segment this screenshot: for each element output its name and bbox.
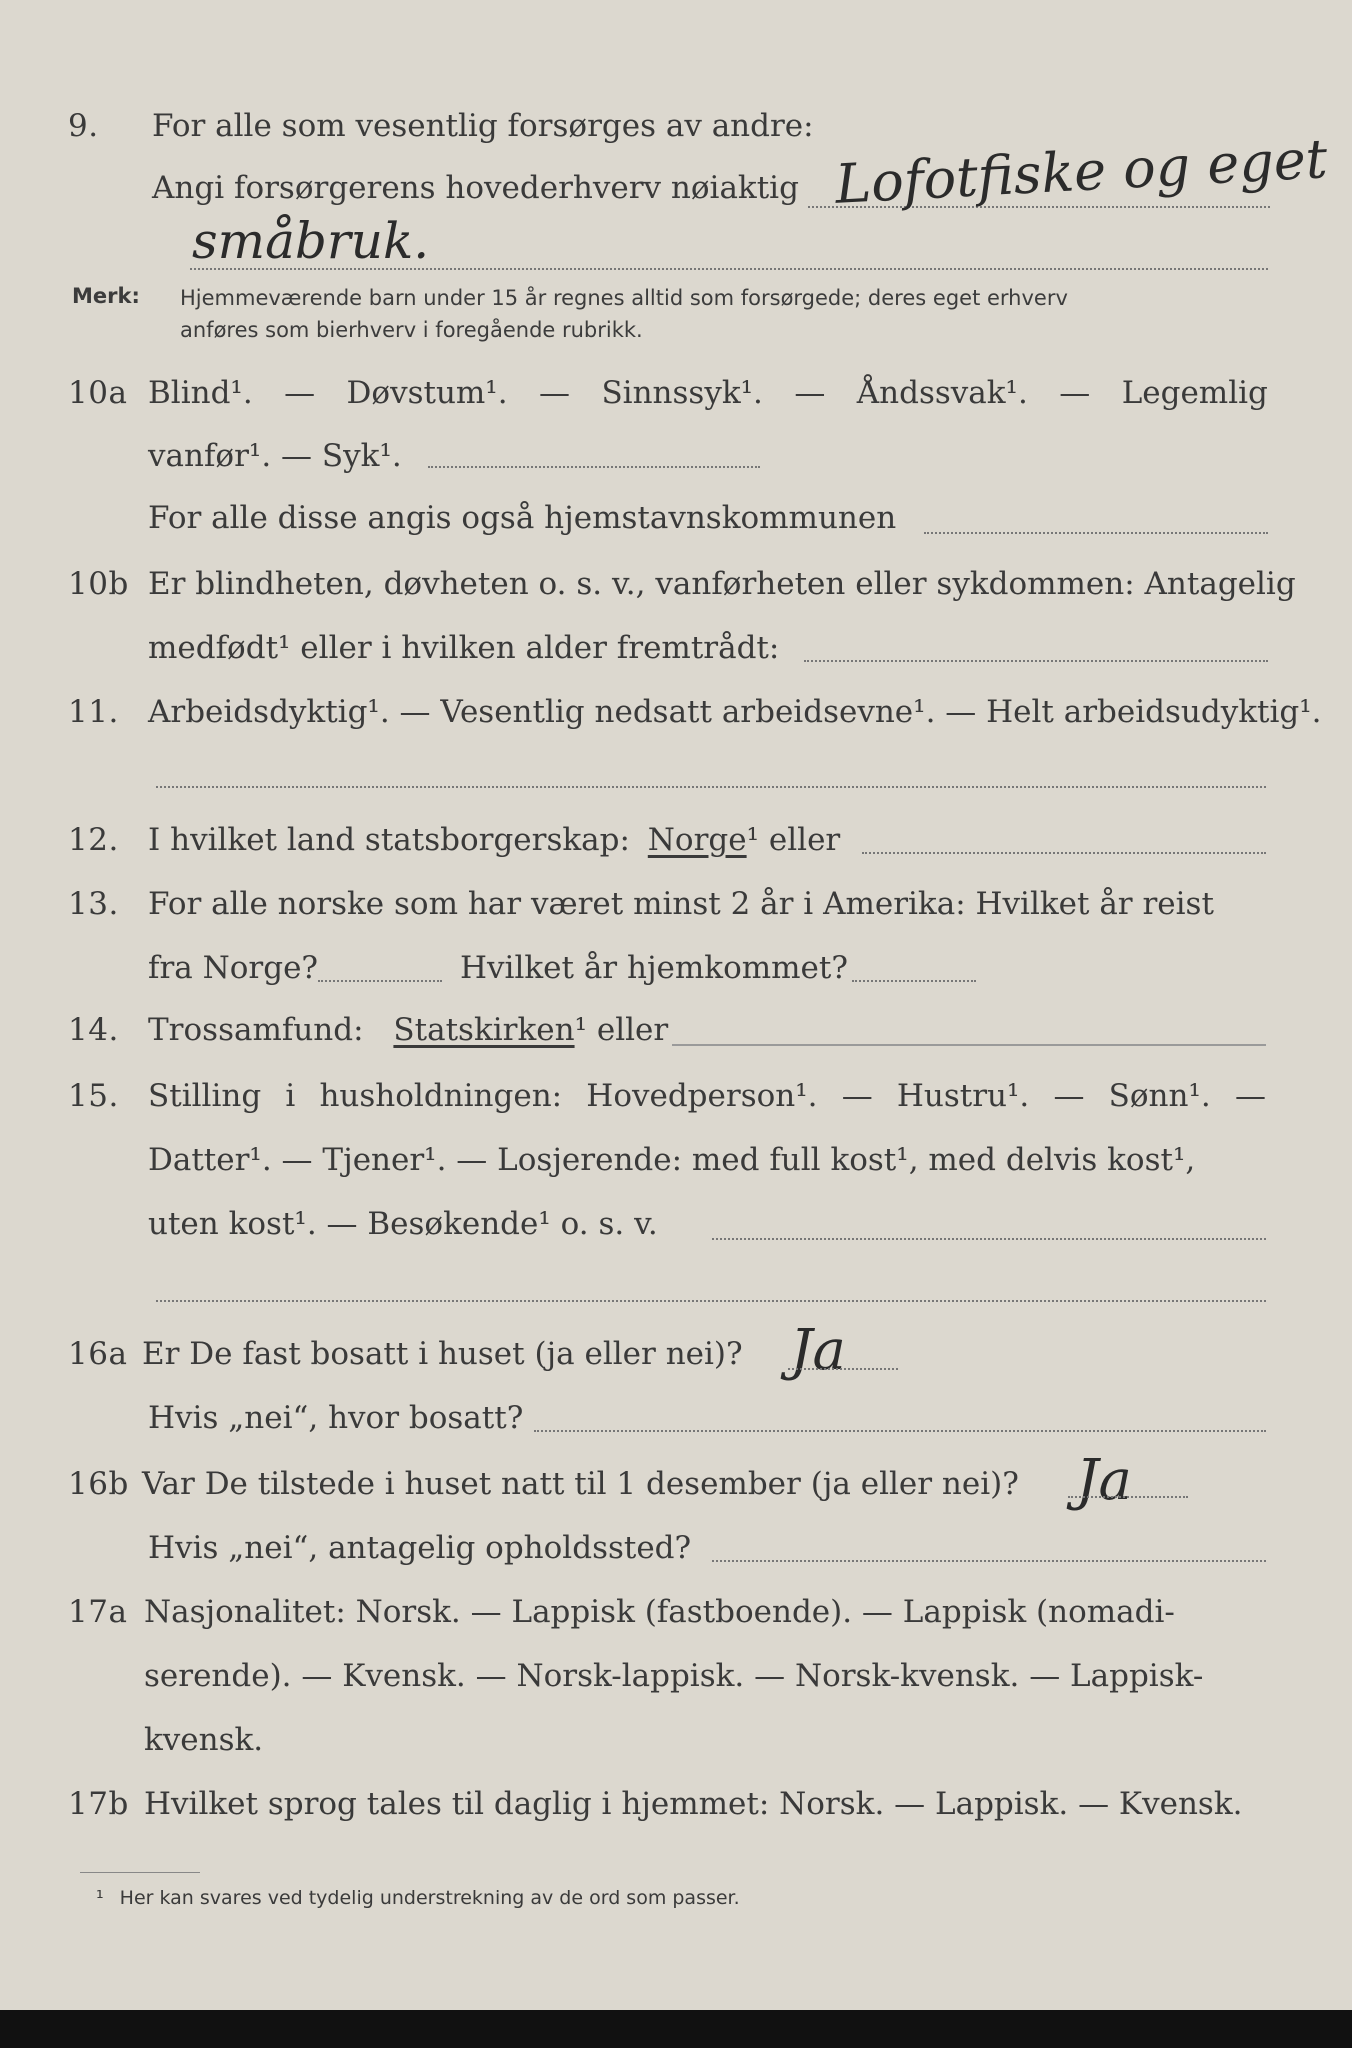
handwritten-answer: Ja bbox=[790, 1318, 846, 1383]
footnote bbox=[96, 1887, 740, 1909]
question-text: Arbeidsdyktig¹. — Vesentlig nedsatt arbeidsevne¹. — Helt arbeidsudyktig¹. bbox=[148, 694, 1322, 730]
answer-line bbox=[804, 660, 1268, 662]
question-15-line-3 bbox=[0, 1206, 1352, 1266]
question-17a-line-2 bbox=[0, 1658, 1352, 1718]
question-text: For alle norske som har været minst 2 år i Amerika: Hvilket år reist bbox=[148, 886, 1214, 922]
handwritten-answer: småbruk. bbox=[192, 212, 430, 270]
word: Hovedperson¹. bbox=[586, 1078, 818, 1114]
question-number: 13. bbox=[68, 886, 119, 922]
word: Døvstum¹. bbox=[346, 375, 508, 411]
answer-line bbox=[318, 980, 442, 982]
word: — bbox=[1053, 1078, 1085, 1114]
answer-line bbox=[156, 786, 1266, 788]
question-number: 9. bbox=[68, 108, 99, 144]
answer-line bbox=[672, 1044, 1266, 1046]
question-text: Hvis „nei“, hvor bosatt? bbox=[148, 1400, 524, 1436]
underlined-answer: Statskirken bbox=[393, 1012, 575, 1048]
question-number: 15. bbox=[68, 1078, 119, 1114]
question-number: 12. bbox=[68, 822, 119, 858]
question-text: Datter¹. — Tjener¹. — Losjerende: med full kost¹, med delvis kost¹, bbox=[148, 1142, 1196, 1178]
question-16a bbox=[0, 1336, 1352, 1396]
question-17a bbox=[0, 1594, 1352, 1654]
question-prefix: I hvilket land statsborgerskap: bbox=[148, 822, 630, 858]
question-15-line-2 bbox=[0, 1142, 1352, 1202]
question-number: 16a bbox=[68, 1336, 128, 1372]
question-text: Angi forsørgerens hovederhverv nøiaktig bbox=[152, 170, 799, 206]
question-text: serende). — Kvensk. — Norsk-lappisk. — Norsk-kvensk. — Lappisk- bbox=[144, 1658, 1204, 1694]
note-label: Merk: bbox=[72, 284, 140, 308]
word: — bbox=[539, 375, 571, 411]
question-text: Hvis „nei“, antagelig opholdssted? bbox=[148, 1530, 692, 1566]
question-text: Er De fast bosatt i huset (ja eller nei)? bbox=[142, 1336, 743, 1372]
question-text: Er blindheten, døvheten o. s. v., vanførheten eller sykdommen: Antagelig bbox=[148, 566, 1296, 602]
question-text: Hvilket år hjemkommet? bbox=[460, 950, 848, 986]
question-text: vanfør¹. — Syk¹. bbox=[148, 438, 402, 474]
footnote-mark: ¹ bbox=[96, 1887, 104, 1909]
underlined-answer: Norge bbox=[647, 822, 747, 858]
question-suffix: ¹ eller bbox=[574, 1012, 669, 1048]
question-text: medfødt¹ eller i hvilken alder fremtrådt: bbox=[148, 630, 780, 666]
word: — bbox=[1059, 375, 1091, 411]
handwritten-answer: Ja bbox=[1076, 1448, 1132, 1513]
word: i bbox=[285, 1078, 296, 1114]
answer-line bbox=[862, 852, 1266, 854]
question-number: 16b bbox=[68, 1466, 129, 1502]
question-13-line-2 bbox=[0, 950, 1352, 1010]
question-text: fra Norge? bbox=[148, 950, 319, 986]
answer-line bbox=[534, 1430, 1266, 1432]
answer-line bbox=[1068, 1496, 1188, 1498]
question-text: kvensk. bbox=[144, 1722, 264, 1758]
note-text: Hjemmeværende barn under 15 år regnes alltid som forsørgede; deres eget erhverv bbox=[180, 286, 1068, 310]
answer-line bbox=[852, 980, 976, 982]
question-text-justified bbox=[148, 375, 1268, 411]
word: — bbox=[1234, 1078, 1266, 1114]
word: husholdningen: bbox=[319, 1078, 563, 1114]
answer-line bbox=[712, 1238, 1266, 1240]
question-number: 10a bbox=[68, 375, 128, 411]
word: Sønn¹. bbox=[1108, 1078, 1211, 1114]
word: Sinnssyk¹. bbox=[601, 375, 763, 411]
word: — bbox=[794, 375, 826, 411]
question-10b bbox=[0, 566, 1352, 626]
answer-line bbox=[712, 1560, 1266, 1562]
question-number: 17b bbox=[68, 1786, 129, 1822]
question-10a-line-2 bbox=[0, 438, 1352, 498]
word: — bbox=[841, 1078, 873, 1114]
question-number: 14. bbox=[68, 1012, 119, 1048]
question-suffix: ¹ eller bbox=[746, 822, 841, 858]
question-10a-line-3 bbox=[0, 500, 1352, 560]
question-text bbox=[148, 1012, 668, 1048]
answer-line bbox=[428, 466, 760, 468]
answer-line bbox=[788, 1368, 898, 1370]
question-number: 11. bbox=[68, 694, 119, 730]
word: Åndssvak¹. bbox=[856, 375, 1028, 411]
word: Legemlig bbox=[1121, 375, 1268, 411]
question-number: 17a bbox=[68, 1594, 128, 1630]
question-13 bbox=[0, 886, 1352, 946]
word: Blind¹. bbox=[148, 375, 253, 411]
handwritten-answer: Lofotfiske og eget bbox=[833, 127, 1329, 216]
question-14 bbox=[0, 1012, 1352, 1072]
word: Hustru¹. bbox=[896, 1078, 1030, 1114]
answer-line bbox=[924, 532, 1268, 534]
word: — bbox=[284, 375, 316, 411]
question-10a bbox=[0, 375, 1352, 435]
question-text: For alle disse angis også hjemstavnskommunen bbox=[148, 500, 897, 536]
question-text bbox=[148, 822, 840, 858]
scan-border bbox=[0, 2010, 1352, 2048]
question-15 bbox=[0, 1078, 1352, 1138]
question-text: For alle som vesentlig forsørges av andre: bbox=[152, 108, 814, 144]
question-text: Nasjonalitet: Norsk. — Lappisk (fastboende). — Lappisk (nomadi- bbox=[144, 1594, 1175, 1630]
question-11 bbox=[0, 694, 1352, 754]
question-number: 10b bbox=[68, 566, 129, 602]
question-text: Hvilket sprog tales til daglig i hjemmet: Norsk. — Lappisk. — Kvensk. bbox=[144, 1786, 1243, 1822]
question-text: Var De tilstede i huset natt til 1 desember (ja eller nei)? bbox=[142, 1466, 1019, 1502]
answer-line bbox=[156, 1300, 1266, 1302]
word: Stilling bbox=[148, 1078, 262, 1114]
question-prefix: Trossamfund: bbox=[148, 1012, 364, 1048]
note-text: anføres som bierhverv i foregående rubrikk. bbox=[180, 318, 643, 342]
question-text-justified bbox=[148, 1078, 1266, 1114]
footnote-divider bbox=[80, 1872, 200, 1873]
footnote-text: Her kan svares ved tydelig understrekning av de ord som passer. bbox=[119, 1887, 740, 1909]
question-text: uten kost¹. — Besøkende¹ o. s. v. bbox=[148, 1206, 658, 1242]
question-17a-line-3 bbox=[0, 1722, 1352, 1782]
question-17b bbox=[0, 1786, 1352, 1846]
